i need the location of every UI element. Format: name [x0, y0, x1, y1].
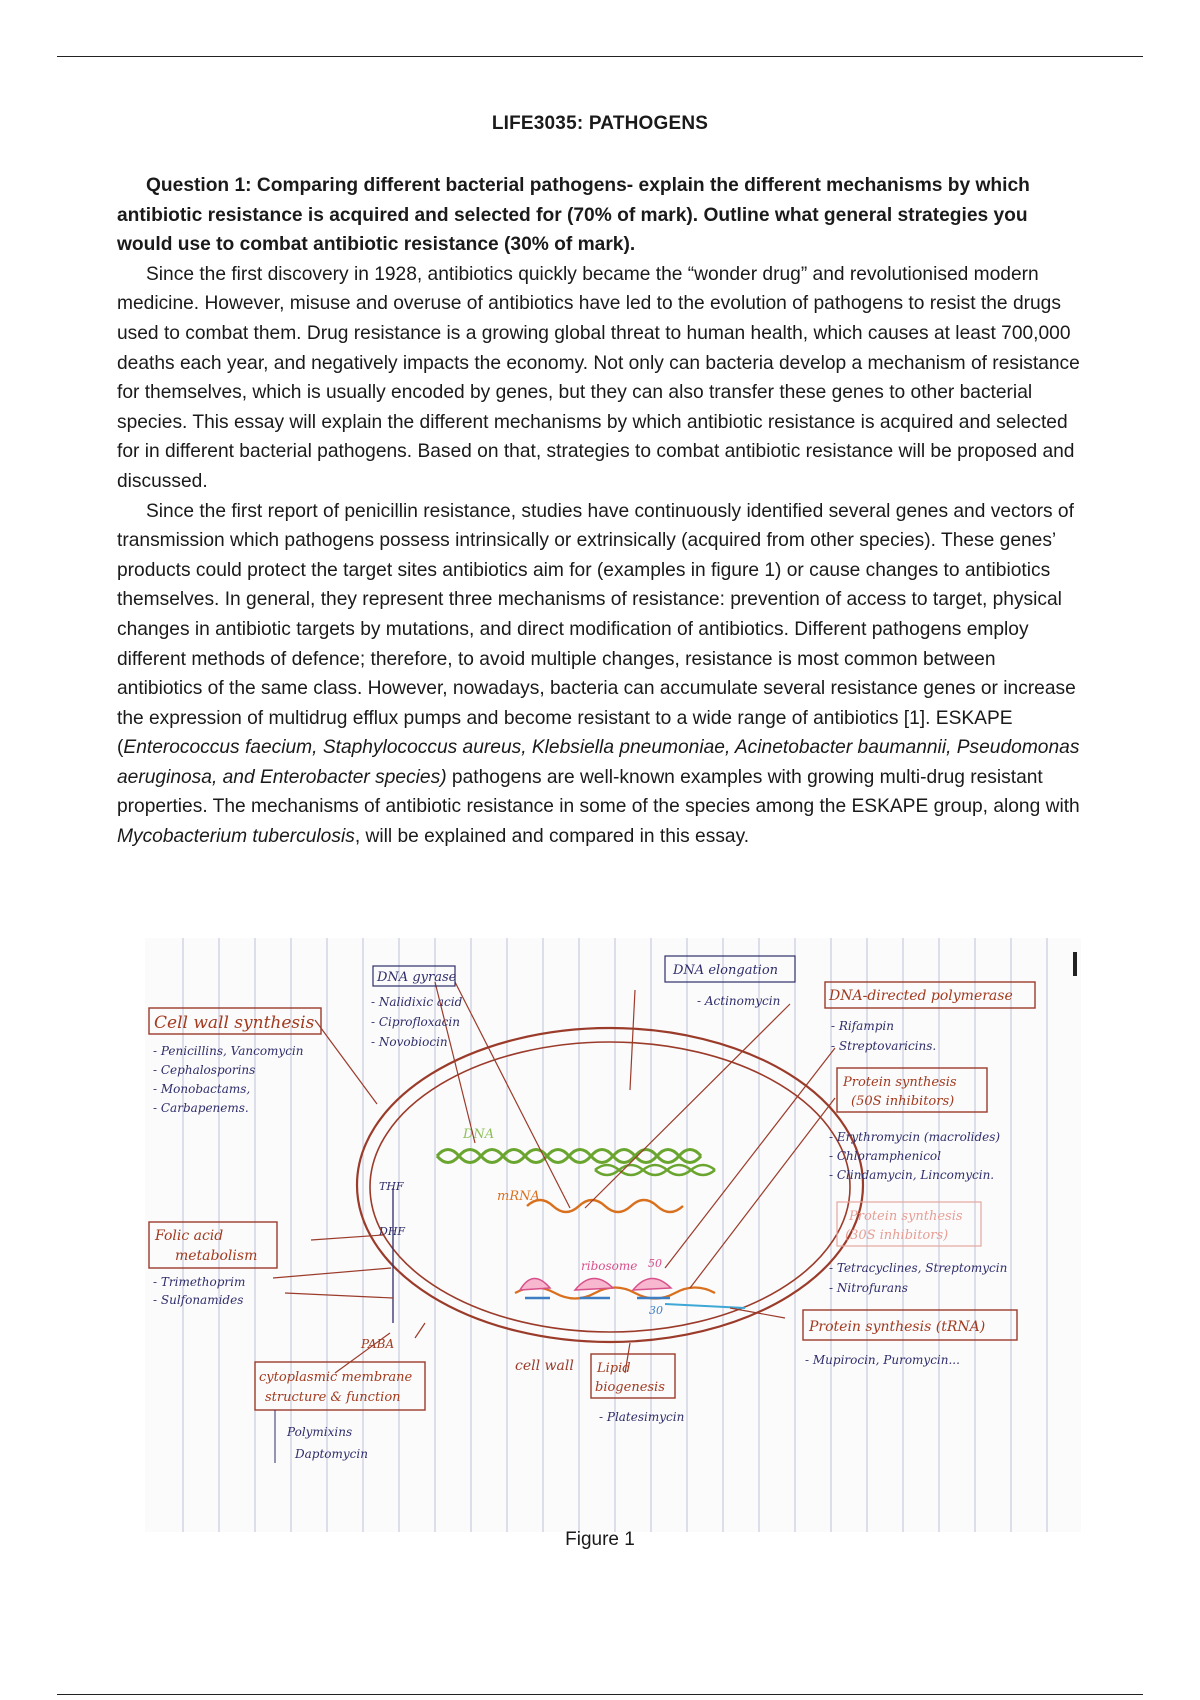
lipid-item-1: - Platesimycin [599, 1410, 685, 1424]
dna-gyrase-title: DNA gyrase [377, 970, 457, 985]
protein-30s-title-2: (30S inhibitors) [845, 1228, 949, 1243]
paragraph-2-part-c: , will be explained and compared in this essay. [354, 826, 750, 848]
protein-50s-item-3: - Clindamycin, Lincomycin. [829, 1168, 995, 1182]
rna-polymerase-title: DNA-directed polymerase [829, 988, 1013, 1004]
dna-elongation-item-1: - Actinomycin [697, 994, 781, 1008]
figure-caption: Figure 1 [565, 1529, 635, 1550]
protein-trna-item-1: - Mupirocin, Puromycin... [805, 1353, 960, 1367]
folic-acid-item-1: - Trimethoprim [153, 1275, 246, 1289]
paba-label: PABA [361, 1337, 395, 1351]
cell-outer-wall [357, 1028, 863, 1342]
folic-acid-title-1: Folic acid [155, 1228, 224, 1244]
ribosome-label: ribosome [581, 1259, 638, 1273]
page-title: LIFE3035: PATHOGENS [491, 113, 709, 134]
ribosome-3 [633, 1278, 671, 1290]
cell-wall-title: Cell wall synthesis [154, 1013, 315, 1033]
trna-pointer [665, 1304, 745, 1308]
mrna-strand [527, 1200, 683, 1212]
folic-acid-title-2: metabolism [175, 1248, 258, 1264]
membrane-title-2: structure & function [265, 1390, 401, 1405]
cell-wall-item-4: - Carbapenems. [153, 1101, 249, 1115]
paragraph-2-part-b: pathogens are well-known examples with growing multi-drug resistant properties. The mechanisms of antibiotic resistance in some of the species among the ESKAPE group, along with [117, 766, 1080, 818]
protein-30s-title-1: Protein synthesis [849, 1209, 963, 1224]
protein-50s-title-1: Protein synthesis [843, 1075, 957, 1090]
paragraph-1: Since the first discovery in 1928, antibiotics quickly became the “wonder drug” and revolutionised modern medicine. However, misuse and overuse of antibiotics have led to the evolution of pathogens to resist the drugs used to combat them. Drug resistance is a growing global threat to human health, which causes at least 700,000 deaths each year, and negatively impacts the economy. Not only can bacteria develop a mechanism of resistance for themselves, which is usually encoded by genes, but they can also transfer these genes to other bacterial species. This essay will explain the different mechanisms by which antibiotic resistance is acquired and selected for in different bacterial pathogens. Based on that, strategies to combat antibiotic resistance will be proposed and discussed. [117, 263, 1080, 492]
antibiotic-targets-sketch [145, 938, 1081, 1532]
cell-wall-item-1: - Penicillins, Vancomycin [153, 1044, 304, 1058]
question-text: Question 1: Comparing different bacterial pathogens- explain the different mechanisms by which antibiotic resistance is acquired and selected for (70% of mark). Outline what general strategies you would use to combat antibiotic resistance (30% of mark). [117, 175, 1030, 256]
protein-50s-item-1: - Erythromycin (macrolides) [829, 1130, 1001, 1144]
dna-elongation-title: DNA elongation [673, 963, 779, 978]
bottom-rule [57, 1694, 1143, 1695]
top-rule [57, 56, 1143, 57]
cell-wall-item-2: - Cephalosporins [153, 1063, 256, 1077]
protein-50s-title-2: (50S inhibitors) [851, 1094, 955, 1109]
lipid-title-1: Lipid [597, 1361, 631, 1376]
folic-acid-item-2: - Sulfonamides [153, 1293, 244, 1307]
protein-30s-item-1: - Tetracyclines, Streptomycin [829, 1261, 1008, 1275]
membrane-item-1: Polymixins [287, 1425, 353, 1439]
r50-label: 50 [648, 1257, 662, 1270]
lipid-title-2: biogenesis [595, 1380, 665, 1395]
cell-wall-label: cell wall [515, 1358, 574, 1374]
cell-wall-item-3: - Monobactams, [153, 1082, 251, 1096]
dna-gyrase-item-2: - Ciprofloxacin [371, 1015, 460, 1029]
membrane-item-2: Daptomycin [295, 1447, 368, 1461]
paragraph-2 [117, 497, 1082, 852]
dna-helix [437, 1150, 715, 1176]
dna-label: DNA [463, 1127, 495, 1142]
protein-50s-item-2: - Chloramphenicol [829, 1149, 941, 1163]
mycobacterium-name: Mycobacterium tuberculosis [117, 826, 355, 848]
dhf-label: DHF [379, 1225, 406, 1238]
eskape-species: Enterococcus faecium, Staphylococcus aureus, Klebsiella pneumoniae, Acinetobacter baumannii, Pseudomonas aeruginosa, and Enterobacter species) [117, 737, 1080, 788]
dna-gyrase-item-3: - Novobiocin [371, 1035, 448, 1049]
dna-gyrase-item-1: - Nalidixic acid [371, 995, 463, 1009]
protein-trna-title: Protein synthesis (tRNA) [809, 1319, 986, 1335]
mrna-label: mRNA [497, 1189, 540, 1204]
protein-30s-item-2: - Nitrofurans [829, 1281, 908, 1295]
rna-polymerase-item-1: - Rifampin [831, 1019, 894, 1033]
r30-label: 30 [649, 1304, 663, 1317]
rna-polymerase-item-2: - Streptovaricins. [831, 1039, 937, 1053]
edge-mark [1073, 952, 1077, 976]
membrane-title-1: cytoplasmic membrane [259, 1370, 413, 1385]
ribosome-1 [520, 1278, 550, 1290]
paragraph-2-part-a: Since the first report of penicillin resistance, studies have continuously identified several genes and vectors of transmission which pathogens possess intrinsically or extrinsically (acquired from other species). These genes’ products could protect the target sites antibiotics aim for (examples in figure 1) or cause changes to antibiotics themselves. In general, they represent three mechanisms of resistance: prevention of access to target, physical changes in antibiotic targets by mutations, and direct modification of antibiotics. Different pathogens employ different methods of defence; therefore, to avoid multiple changes, resistance is most common between antibiotics of the same class. However, nowadays, bacteria can accumulate several resistance genes or increase the expression of multidrug efflux pumps and become resistant to a wide range of antibiotics [1]. ESKAPE ( [117, 500, 1076, 759]
figure-1-drawing [145, 938, 1081, 1532]
ribosome-2 [575, 1278, 613, 1290]
document-body [117, 171, 1082, 852]
thf-label: THF [379, 1180, 404, 1193]
